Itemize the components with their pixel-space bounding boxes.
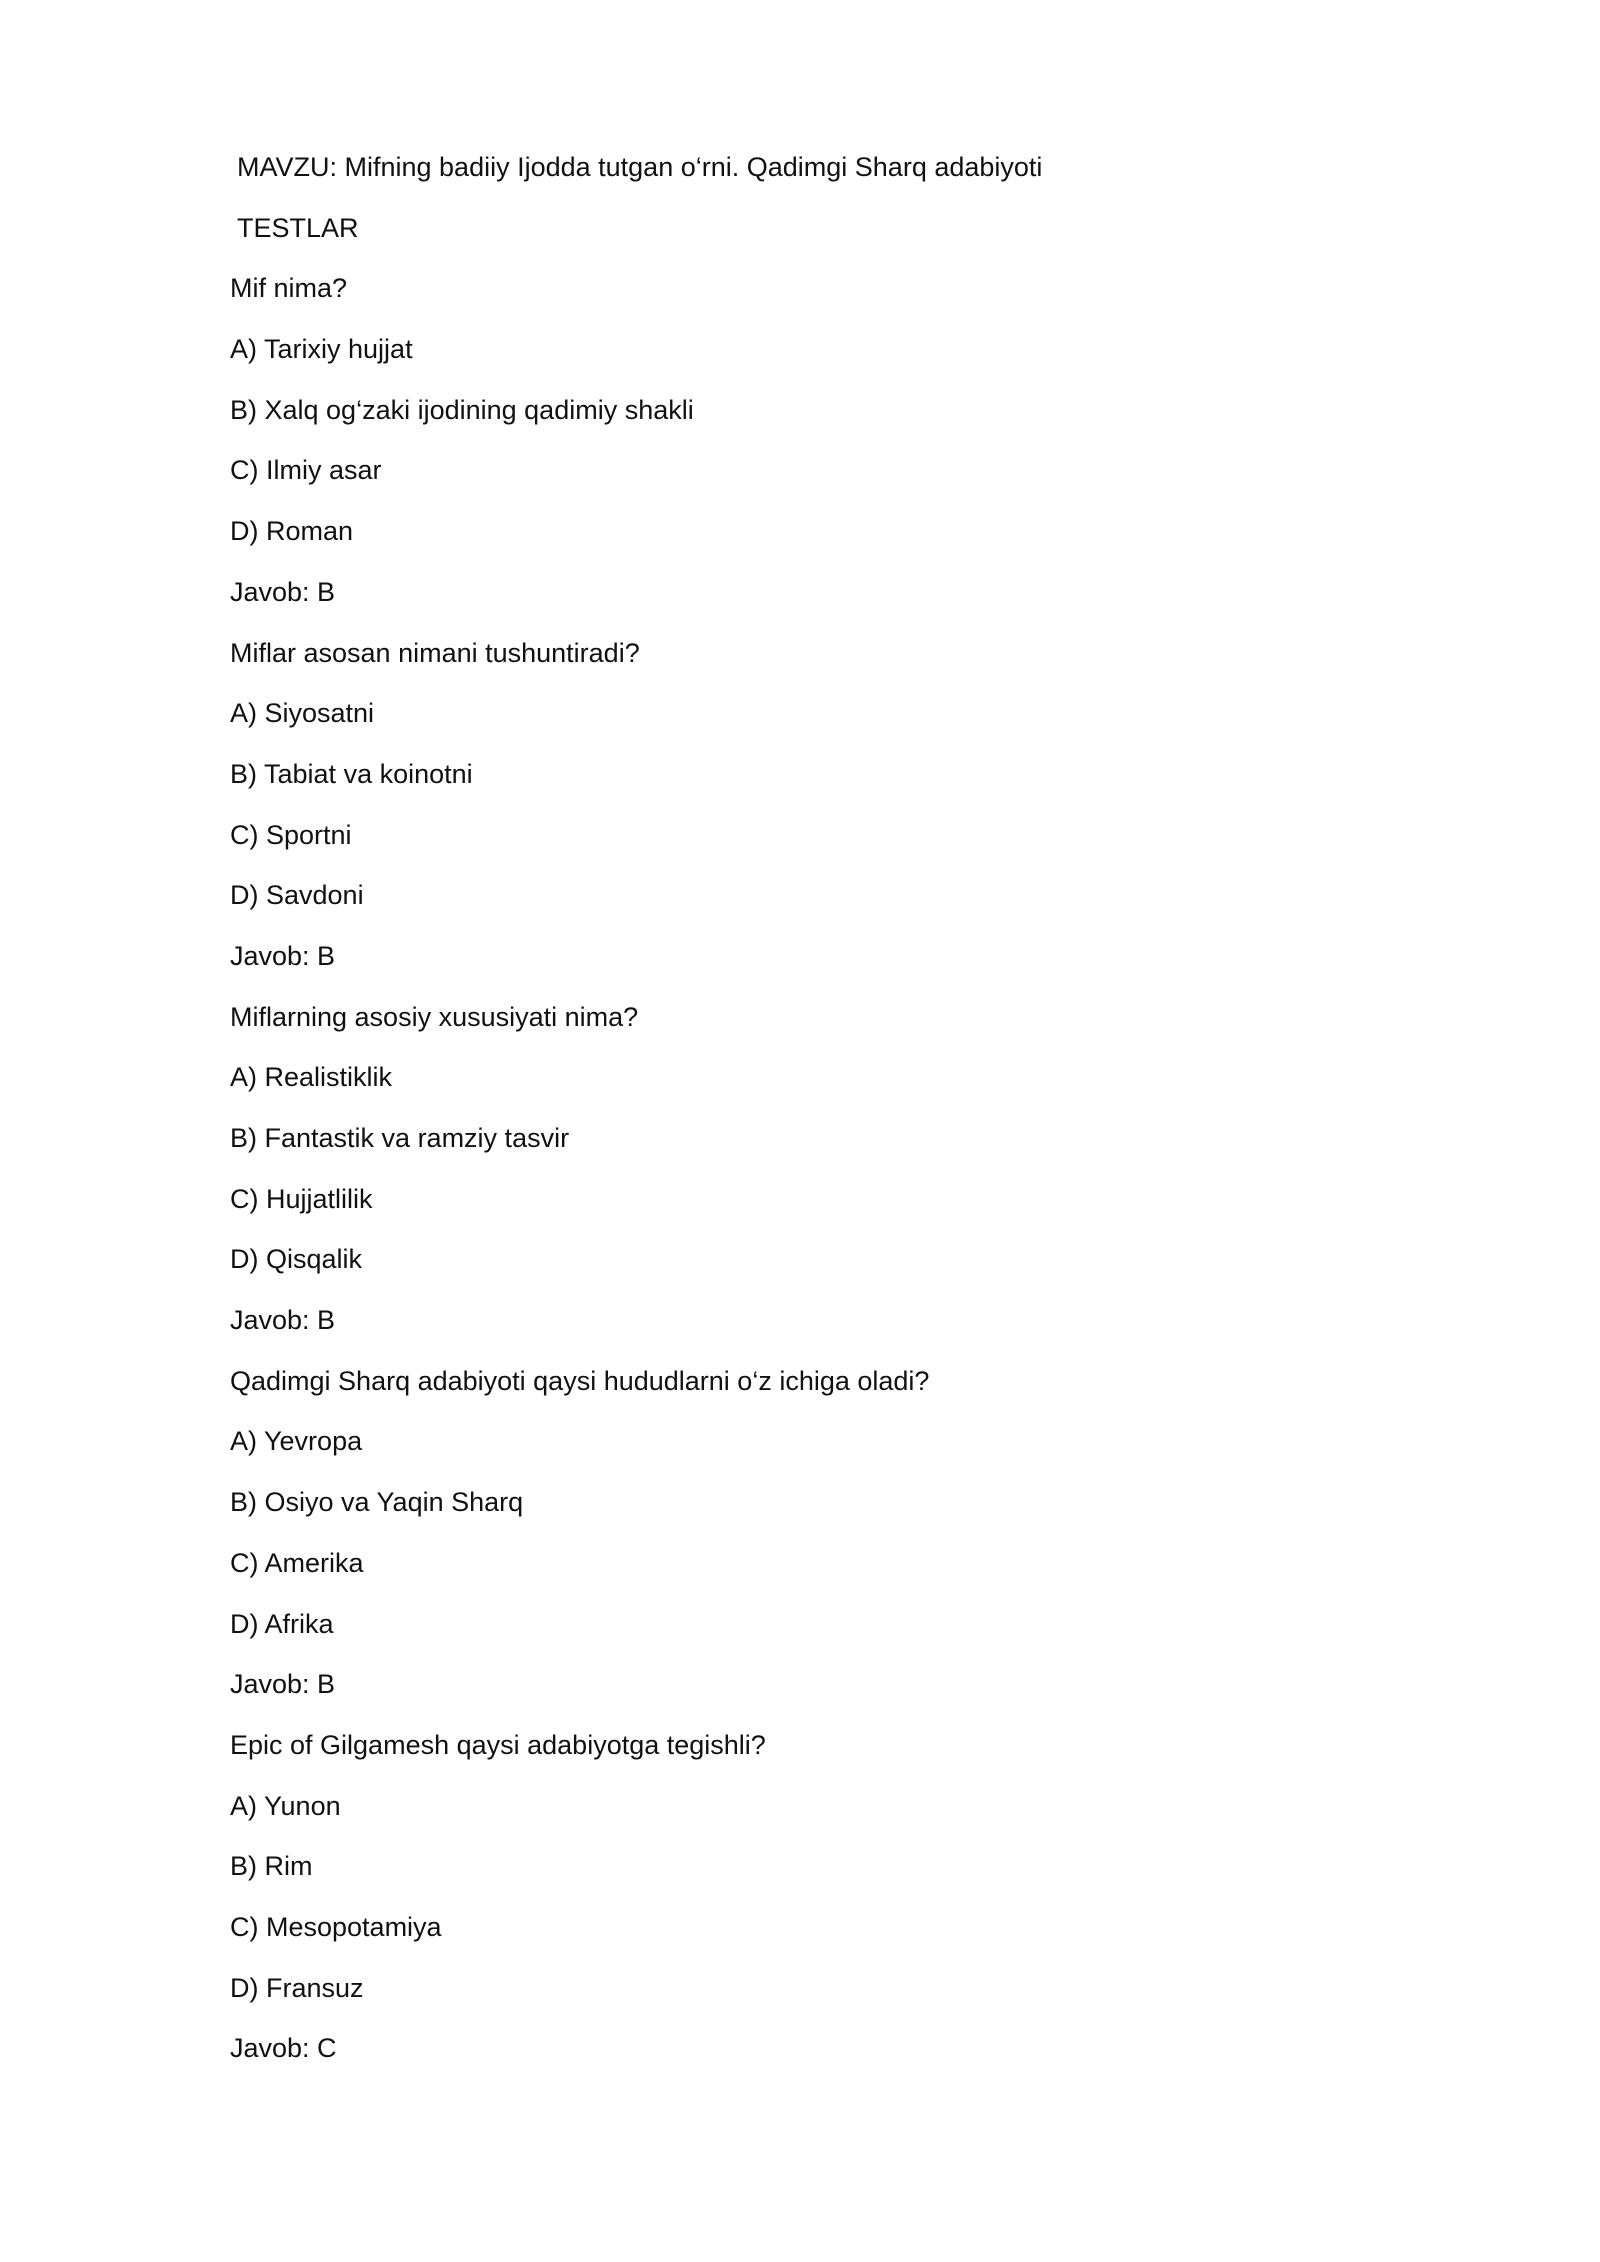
option-d: D) Qisqalik — [230, 1244, 363, 1275]
answer-text: Javob: B — [230, 1669, 336, 1700]
option-a: A) Realistiklik — [230, 1062, 393, 1093]
question-5 — [230, 1729, 1380, 2065]
option-b: B) Tabiat va koinotni — [230, 758, 473, 789]
question-text: Miflarning asosiy xususiyati nima? — [230, 1001, 639, 1032]
option-b: B) Rim — [230, 1851, 313, 1882]
option-c: C) Hujjatlilik — [230, 1183, 373, 1214]
option-d: D) Savdoni — [230, 880, 364, 911]
option-d: D) Roman — [230, 516, 354, 547]
document-body — [230, 151, 1380, 2093]
answer-text: Javob: B — [230, 1305, 336, 1336]
option-d: D) Fransuz — [230, 1972, 364, 2003]
question-text: Mif nima? — [230, 273, 348, 304]
option-a: A) Yevropa — [230, 1426, 363, 1457]
option-a: A) Tarixiy hujjat — [230, 334, 413, 365]
question-3 — [230, 1001, 1380, 1337]
answer-text: Javob: C — [230, 2033, 337, 2064]
option-a: A) Siyosatni — [230, 698, 375, 729]
option-a: A) Yunon — [230, 1790, 341, 1821]
option-c: C) Mesopotamiya — [230, 1911, 442, 1942]
question-text: Qadimgi Sharq adabiyoti qaysi hududlarni o‘z ichiga oladi? — [230, 1365, 930, 1396]
question-2 — [230, 637, 1380, 973]
topic-heading: MAVZU: Mifning badiiy Ijodda tutgan o‘rni. Qadimgi Sharq adabiyoti — [237, 152, 1043, 182]
option-c: C) Sportni — [230, 819, 352, 850]
option-b: B) Osiyo va Yaqin Sharq — [230, 1487, 524, 1518]
option-b: B) Fantastik va ramziy tasvir — [230, 1123, 570, 1153]
option-b: B) Xalq og‘zaki ijodining qadimiy shakli — [230, 394, 694, 425]
question-text: Epic of Gilgamesh qaysi adabiyotga tegishli? — [230, 1729, 766, 1760]
question-1 — [230, 272, 1380, 608]
option-c: C) Amerika — [230, 1547, 364, 1578]
answer-text: Javob: B — [230, 940, 336, 971]
option-c: C) Ilmiy asar — [230, 455, 382, 486]
question-text: Miflar asosan nimani tushuntiradi? — [230, 637, 640, 668]
section-title: TESTLAR — [237, 212, 359, 243]
answer-text: Javob: B — [230, 576, 336, 607]
option-d: D) Afrika — [230, 1608, 334, 1639]
question-4 — [230, 1365, 1380, 1701]
